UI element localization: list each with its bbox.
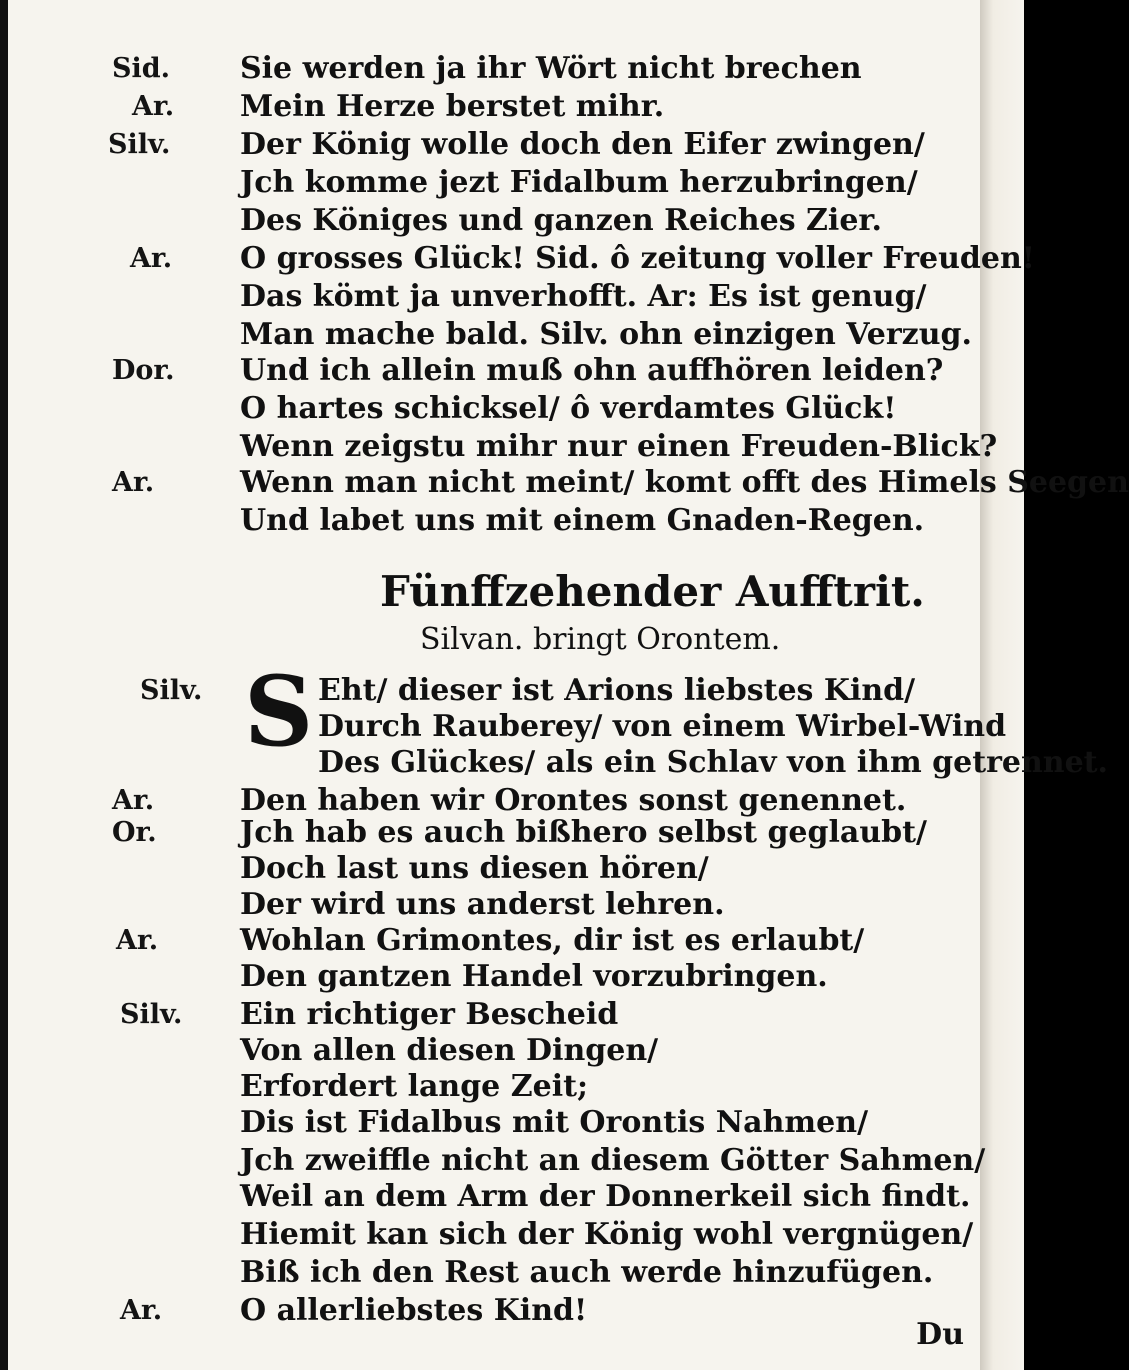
verse-line: Jch zweiffle nicht an diesem Götter Sahmen/ — [240, 1143, 986, 1178]
verse-line: Den haben wir Orontes sonst genennet. — [240, 783, 907, 818]
speaker-label: Ar. — [132, 91, 175, 122]
page-edge-right — [980, 0, 1024, 1370]
speaker-label: Dor. — [112, 355, 175, 386]
verse-line: Dis ist Fidalbus mit Orontis Nahmen/ — [240, 1105, 869, 1140]
verse-line: Den gantzen Handel vorzubringen. — [240, 959, 828, 994]
speaker-label: Ar. — [112, 467, 155, 498]
speaker-label: Silv. — [120, 999, 183, 1030]
speaker-label: Ar. — [130, 243, 173, 274]
scene-subtitle: Silvan. bringt Orontem. — [420, 622, 781, 657]
speaker-label: Ar. — [116, 925, 159, 956]
speaker-label: Silv. — [108, 129, 171, 160]
catchword: Du — [916, 1317, 964, 1352]
verse-line: Sie werden ja ihr Wört nicht brechen — [240, 51, 862, 86]
speaker-label: Or. — [112, 817, 157, 848]
verse-line: Man mache bald. Silv. ohn einzigen Verzug. — [240, 317, 972, 352]
verse-line: Jch hab es auch bißhero selbst geglaubt/ — [240, 815, 927, 850]
verse-line: Erfordert lange Zeit; — [240, 1069, 589, 1104]
verse-line: Ein richtiger Bescheid — [240, 997, 619, 1032]
verse-line: Doch last uns diesen hören/ — [240, 851, 709, 886]
verse-line: Eht/ dieser ist Arions liebstes Kind/ — [318, 673, 916, 708]
page-edge-left — [0, 0, 8, 1370]
verse-line: Wohlan Grimontes, dir ist es erlaubt/ — [240, 923, 865, 958]
speaker-label: Sid. — [112, 53, 171, 84]
speaker-label: Silv. — [140, 675, 203, 706]
verse-line: Von allen diesen Dingen/ — [240, 1033, 659, 1068]
speaker-label: Ar. — [112, 785, 155, 816]
verse-line: Mein Herze berstet mihr. — [240, 89, 665, 124]
verse-line: O allerliebstes Kind! — [240, 1293, 588, 1328]
verse-line: Biß ich den Rest auch werde hinzufügen. — [240, 1255, 934, 1290]
verse-line: Das kömt ja unverhofft. Ar: Es ist genug/ — [240, 279, 927, 314]
verse-line: Und ich allein muß ohn auffhören leiden? — [240, 353, 944, 388]
verse-line: Und labet uns mit einem Gnaden-Regen. — [240, 503, 925, 538]
verse-line: Jch komme jezt Fidalbum herzubringen/ — [240, 165, 918, 200]
scene-title: Fünffzehender Aufftrit. — [380, 567, 925, 616]
verse-line: Hiemit kan sich der König wohl vergnügen/ — [240, 1217, 974, 1252]
verse-line: Wenn man nicht meint/ komt offt des Himels Seegen — [240, 465, 1129, 500]
verse-line: O grosses Glück! Sid. ô zeitung voller Freuden! — [240, 241, 1035, 276]
verse-line: Des Königes und ganzen Reiches Zier. — [240, 203, 882, 238]
verse-line: Der König wolle doch den Eifer zwingen/ — [240, 127, 925, 162]
verse-line: Der wird uns anderst lehren. — [240, 887, 725, 922]
speaker-label: Ar. — [120, 1295, 163, 1326]
verse-line: Wenn zeigstu mihr nur einen Freuden-Blick? — [240, 429, 998, 464]
verse-line: Weil an dem Arm der Donnerkeil sich findt. — [240, 1179, 971, 1214]
verse-line: O hartes schicksel/ ô verdamtes Glück! — [240, 391, 897, 426]
verse-line: Des Glückes/ als ein Schlav von ihm getrennet. — [318, 745, 1108, 780]
verse-line: Durch Rauberey/ von einem Wirbel-Wind — [318, 709, 1007, 744]
drop-initial: S — [244, 655, 314, 768]
